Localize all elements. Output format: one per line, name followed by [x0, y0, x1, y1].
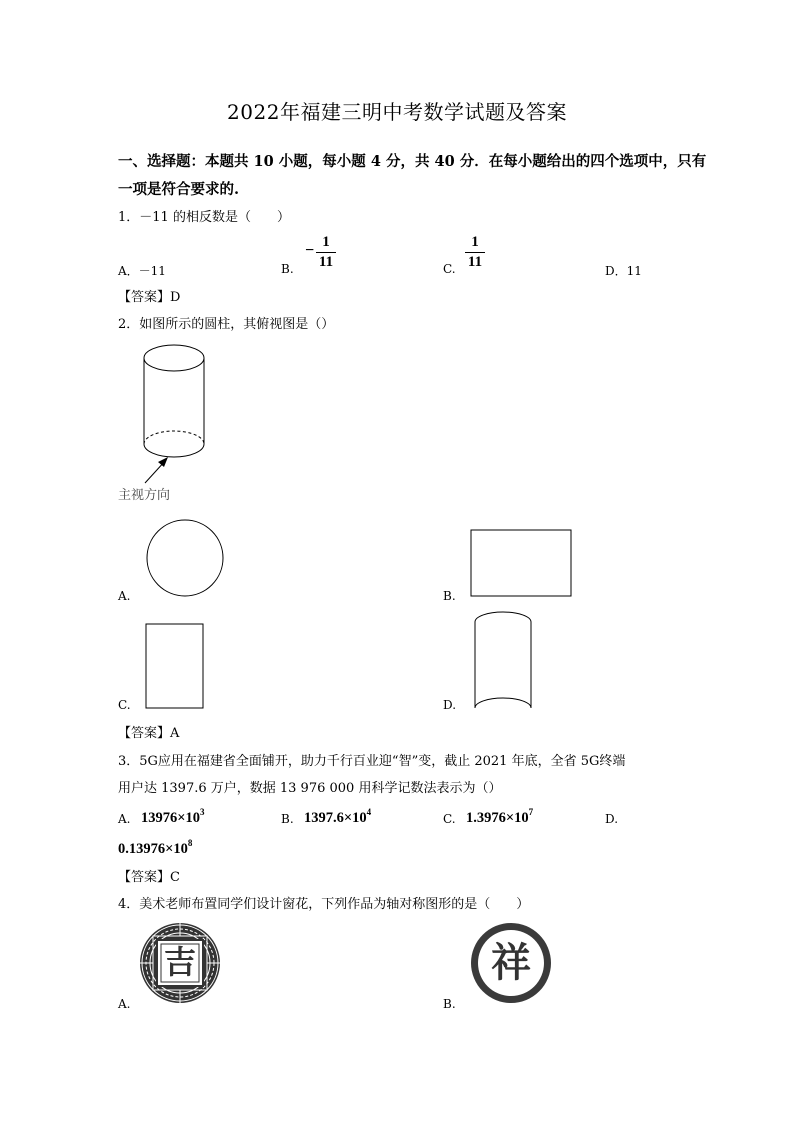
q1-option-b-minus: − [305, 242, 315, 259]
q2-answer: 【答案】A [118, 726, 180, 741]
section-heading-line1: 一、选择题：本题共 10 小题，每小题 4 分，共 40 分．在每小题给出的四个选项中，只有 [118, 153, 707, 170]
q4-option-a: A. [118, 997, 131, 1011]
q1-option-c-numerator: 1 [471, 234, 479, 250]
q1-option-b-numerator: 1 [322, 234, 330, 250]
q3-option-a-label: A. [118, 812, 131, 826]
q1-option-c-label: C. [443, 262, 456, 276]
q3-option-d-exponent: 8 [187, 838, 193, 848]
q3-option-b-exponent: 4 [366, 807, 372, 817]
q2-option-a: A. [118, 589, 131, 603]
q1-answer: 【答案】D [118, 290, 181, 305]
q3-option-a-exponent: 3 [200, 807, 205, 817]
q3-option-c-base: 1.3976×10 [466, 810, 529, 826]
q2-stem: 2．如图所示的圆柱，其俯视图是（） [118, 317, 335, 332]
q2-option-d: D. [443, 698, 457, 712]
q3-option-d-base: 0.13976×10 [118, 841, 188, 857]
q1-option-b-label: B. [281, 262, 294, 276]
q1-option-b-denominator: 11 [318, 254, 334, 270]
q4-option-b: B. [443, 997, 456, 1011]
q3-stem-line2: 用户达 1397.6 万户，数据 13 976 000 用科学记数法表示为（） [118, 781, 502, 796]
q1-option-d: D．11 [605, 264, 642, 278]
view-direction-caption: 主视方向 [118, 488, 171, 503]
q3-option-a-base: 13976×10 [141, 810, 201, 826]
q4-option-a-char: 吉 [163, 943, 196, 981]
q3-option-b-base: 1397.6×10 [304, 810, 367, 826]
q2-option-b: B. [443, 589, 456, 603]
q3-option-b-label: B. [281, 812, 294, 826]
q3-stem-line1: 3．5G应用在福建省全面铺开，助力千行百业迎“智”变，截止 2021 年底，全省 5G终端 [118, 754, 626, 769]
q3-answer: 【答案】C [118, 870, 180, 885]
section-heading-line2: 一项是符合要求的. [118, 181, 240, 198]
q1-stem: 1．－11 的相反数是（ ） [118, 210, 290, 225]
q1-option-a: A．－11 [118, 264, 166, 278]
page-title: 2022年福建三明中考数学试题及答案 [227, 100, 567, 124]
q4-stem: 4．美术老师布置同学们设计窗花，下列作品为轴对称图形的是（ ） [118, 897, 530, 912]
q2-option-c: C. [118, 698, 131, 712]
q3-option-c-exponent: 7 [528, 807, 534, 817]
q3-option-c-label: C. [443, 812, 456, 826]
q4-option-b-char: 祥 [491, 939, 531, 986]
q3-option-d-label: D. [605, 812, 619, 826]
q1-option-c-denominator: 11 [467, 254, 483, 270]
